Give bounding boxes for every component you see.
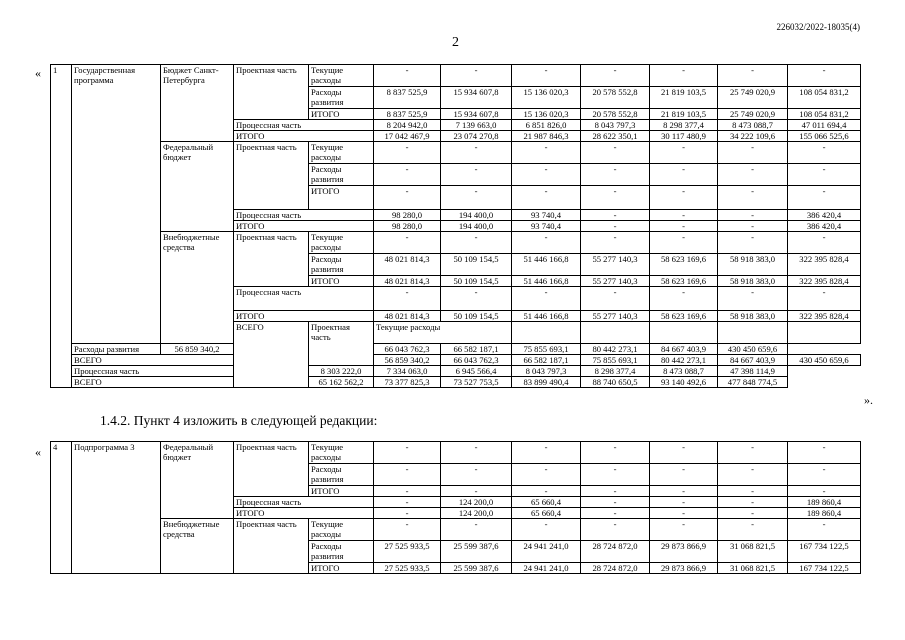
value-cell: 167 734 122,5 xyxy=(788,541,861,563)
value-cell: 386 420,4 xyxy=(788,221,861,232)
type-label: Текущие расходы xyxy=(309,442,374,464)
source-fed: Федеральный бюджет xyxy=(161,142,234,232)
value-cell: 65 660,4 xyxy=(512,497,581,508)
program-name: Подпрограмма 3 xyxy=(72,442,161,574)
value-cell: - xyxy=(374,519,441,541)
value-cell: - xyxy=(718,287,788,311)
page-number: 2 xyxy=(452,35,459,50)
value-cell: - xyxy=(718,464,788,486)
value-cell: 51 446 166,8 xyxy=(512,254,581,276)
value-cell: - xyxy=(718,508,788,519)
value-cell: 189 860,4 xyxy=(788,497,861,508)
value-cell: - xyxy=(512,65,581,87)
value-cell xyxy=(581,322,650,344)
value-cell: 55 277 140,3 xyxy=(581,311,650,322)
value-cell: 124 200,0 xyxy=(441,497,512,508)
value-cell: 8 298 377,4 xyxy=(650,120,718,131)
value-cell: 48 021 814,3 xyxy=(374,254,441,276)
value-cell: - xyxy=(441,186,512,210)
value-cell: - xyxy=(650,486,718,497)
value-cell: - xyxy=(581,519,650,541)
value-cell: 20 578 552,8 xyxy=(581,87,650,109)
source-ext: Внебюджетные средства xyxy=(161,519,234,574)
value-cell: - xyxy=(374,442,441,464)
value-cell: 55 277 140,3 xyxy=(581,254,650,276)
total-label: ВСЕГО xyxy=(72,377,309,388)
value-cell: 386 420,4 xyxy=(788,210,861,221)
row-number: 1 xyxy=(51,65,72,388)
value-cell: 8 837 525,9 xyxy=(374,109,441,120)
value-cell: - xyxy=(718,186,788,210)
value-cell: - xyxy=(441,519,512,541)
value-cell: 73 377 825,3 xyxy=(374,377,441,388)
type-label: Расходы развития xyxy=(309,164,374,186)
value-cell: - xyxy=(374,65,441,87)
value-cell: - xyxy=(650,164,718,186)
value-cell: 29 873 866,9 xyxy=(650,541,718,563)
value-cell: 155 066 525,6 xyxy=(788,131,861,142)
value-cell: 50 109 154,5 xyxy=(441,276,512,287)
value-cell: 80 442 273,1 xyxy=(650,355,718,366)
total-label: ИТОГО xyxy=(234,311,374,322)
value-cell xyxy=(718,322,788,344)
value-cell: - xyxy=(441,464,512,486)
value-cell: - xyxy=(788,164,861,186)
value-cell: - xyxy=(718,519,788,541)
type-label: Текущие расходы xyxy=(309,519,374,541)
value-cell: 8 043 797,3 xyxy=(512,366,581,377)
value-cell: - xyxy=(441,486,512,497)
value-cell: 167 734 122,5 xyxy=(788,563,861,574)
part-label: Проектная часть xyxy=(309,322,374,366)
value-cell: 15 934 607,8 xyxy=(441,109,512,120)
value-cell: 51 446 166,8 xyxy=(512,311,581,322)
value-cell: - xyxy=(718,65,788,87)
value-cell: 80 442 273,1 xyxy=(581,344,650,355)
value-cell: - xyxy=(512,142,581,164)
value-cell: 322 395 828,4 xyxy=(788,276,861,287)
value-cell: - xyxy=(650,442,718,464)
type-label: ИТОГО xyxy=(309,563,374,574)
type-label: ИТОГО xyxy=(309,186,374,210)
value-cell: 7 139 663,0 xyxy=(441,120,512,131)
value-cell xyxy=(650,322,718,344)
value-cell: 7 334 063,0 xyxy=(374,366,441,377)
value-cell: - xyxy=(788,232,861,254)
value-cell: - xyxy=(718,232,788,254)
value-cell: - xyxy=(374,508,441,519)
value-cell: 75 855 693,1 xyxy=(581,355,650,366)
value-cell: 27 525 933,5 xyxy=(374,563,441,574)
value-cell: - xyxy=(512,186,581,210)
value-cell: 65 162 562,2 xyxy=(309,377,374,388)
part-label: Проектная часть xyxy=(234,442,309,497)
value-cell: - xyxy=(581,508,650,519)
value-cell: - xyxy=(788,519,861,541)
value-cell: 50 109 154,5 xyxy=(441,311,512,322)
value-cell: 31 068 821,5 xyxy=(718,541,788,563)
value-cell: - xyxy=(718,210,788,221)
type-label: ВСЕГО xyxy=(72,355,234,366)
value-cell: 27 525 933,5 xyxy=(374,541,441,563)
value-cell: 93 140 492,6 xyxy=(650,377,718,388)
value-cell: - xyxy=(512,164,581,186)
paragraph-text: 1.4.2. Пункт 4 изложить в следующей редакции: xyxy=(100,413,378,428)
value-cell xyxy=(512,322,581,344)
value-cell: 8 298 377,4 xyxy=(581,366,650,377)
value-cell: 430 450 659,6 xyxy=(788,355,861,366)
value-cell: - xyxy=(788,486,861,497)
value-cell: - xyxy=(512,519,581,541)
type-label: ИТОГО xyxy=(309,276,374,287)
value-cell: - xyxy=(718,486,788,497)
value-cell: 124 200,0 xyxy=(441,508,512,519)
value-cell: - xyxy=(718,442,788,464)
value-cell: - xyxy=(374,186,441,210)
value-cell: - xyxy=(374,232,441,254)
value-cell: - xyxy=(650,287,718,311)
value-cell: 108 054 831,2 xyxy=(788,109,861,120)
value-cell: 51 446 166,8 xyxy=(512,276,581,287)
value-cell: 31 068 821,5 xyxy=(718,563,788,574)
value-cell: - xyxy=(581,65,650,87)
value-cell: - xyxy=(374,142,441,164)
value-cell: - xyxy=(581,464,650,486)
value-cell: 66 582 187,1 xyxy=(512,355,581,366)
type-label: Текущие расходы xyxy=(309,232,374,254)
value-cell: 21 819 103,5 xyxy=(650,109,718,120)
value-cell: - xyxy=(581,497,650,508)
value-cell: - xyxy=(512,464,581,486)
value-cell: 93 740,4 xyxy=(512,221,581,232)
value-cell: - xyxy=(788,142,861,164)
source-spb: Бюджет Санкт-Петербурга xyxy=(161,65,234,142)
total-label: ИТОГО xyxy=(234,221,374,232)
value-cell: 21 819 103,5 xyxy=(650,87,718,109)
value-cell: 194 400,0 xyxy=(441,210,512,221)
value-cell: - xyxy=(650,65,718,87)
value-cell: 28 622 350,1 xyxy=(581,131,650,142)
value-cell: 50 109 154,5 xyxy=(441,254,512,276)
value-cell: 8 473 088,7 xyxy=(718,120,788,131)
value-cell: - xyxy=(581,210,650,221)
value-cell: - xyxy=(374,164,441,186)
value-cell: - xyxy=(581,442,650,464)
quote-open-2: « xyxy=(35,445,41,459)
type-label: ИТОГО xyxy=(309,486,374,497)
type-label: Расходы развития xyxy=(72,344,161,355)
value-cell: - xyxy=(788,464,861,486)
value-cell: - xyxy=(512,232,581,254)
value-cell: - xyxy=(512,486,581,497)
value-cell: 58 918 383,0 xyxy=(718,311,788,322)
quote-open: « xyxy=(35,66,41,80)
value-cell: 25 599 387,6 xyxy=(441,541,512,563)
value-cell: - xyxy=(788,442,861,464)
value-cell: 93 740,4 xyxy=(512,210,581,221)
value-cell: 58 623 169,6 xyxy=(650,311,718,322)
type-label: Расходы развития xyxy=(309,464,374,486)
value-cell: 21 987 846,3 xyxy=(512,131,581,142)
value-cell: 66 043 762,3 xyxy=(374,344,441,355)
value-cell: 15 934 607,8 xyxy=(441,87,512,109)
value-cell: - xyxy=(581,186,650,210)
value-cell: 29 873 866,9 xyxy=(650,563,718,574)
value-cell: 84 667 403,9 xyxy=(718,355,788,366)
type-label: Текущие расходы xyxy=(309,142,374,164)
row-number: 4 xyxy=(51,442,72,574)
value-cell: - xyxy=(718,142,788,164)
value-cell: 17 042 467,9 xyxy=(374,131,441,142)
part-label: Проектная часть xyxy=(234,519,309,574)
value-cell: - xyxy=(650,221,718,232)
proc-label: Процессная часть xyxy=(234,287,374,311)
document-id: 226032/2022-18035(4) xyxy=(776,22,860,32)
value-cell: 30 117 480,9 xyxy=(650,131,718,142)
type-label: ИТОГО xyxy=(309,109,374,120)
value-cell: - xyxy=(650,210,718,221)
value-cell: - xyxy=(581,287,650,311)
value-cell: 23 074 270,8 xyxy=(441,131,512,142)
part-label: Проектная часть xyxy=(234,232,309,287)
value-cell: - xyxy=(581,486,650,497)
value-cell: 20 578 552,8 xyxy=(581,109,650,120)
value-cell: - xyxy=(512,442,581,464)
proc-label: Процессная часть xyxy=(234,210,374,221)
value-cell: 28 724 872,0 xyxy=(581,563,650,574)
value-cell: 55 277 140,3 xyxy=(581,276,650,287)
value-cell: 47 011 694,4 xyxy=(788,120,861,131)
quote-close: ». xyxy=(864,393,873,407)
value-cell: 322 395 828,4 xyxy=(788,254,861,276)
value-cell: - xyxy=(441,287,512,311)
value-cell: 24 941 241,0 xyxy=(512,541,581,563)
value-cell: 8 837 525,9 xyxy=(374,87,441,109)
value-cell: 28 724 872,0 xyxy=(581,541,650,563)
value-cell: 15 136 020,3 xyxy=(512,87,581,109)
value-cell: 8 043 797,3 xyxy=(581,120,650,131)
value-cell: 66 582 187,1 xyxy=(441,344,512,355)
value-cell: 56 859 340,2 xyxy=(161,344,234,355)
value-cell: - xyxy=(581,164,650,186)
value-cell: 24 941 241,0 xyxy=(512,563,581,574)
value-cell: 34 222 109,6 xyxy=(718,131,788,142)
value-cell: - xyxy=(374,287,441,311)
value-cell: - xyxy=(718,164,788,186)
value-cell: 47 398 114,9 xyxy=(718,366,788,377)
value-cell: - xyxy=(374,464,441,486)
value-cell: - xyxy=(650,464,718,486)
value-cell: 88 740 650,5 xyxy=(581,377,650,388)
source-ext: Внебюджетные средства xyxy=(161,232,234,344)
program-name: Государственная программа xyxy=(72,65,161,344)
source-fed: Федеральный бюджет xyxy=(161,442,234,519)
vsego-label: ВСЕГО xyxy=(234,322,309,388)
value-cell: 48 021 814,3 xyxy=(374,276,441,287)
total-label: ИТОГО xyxy=(234,131,374,142)
value-cell: - xyxy=(581,142,650,164)
part-label: Проектная часть xyxy=(234,65,309,120)
value-cell xyxy=(788,322,861,344)
value-cell: - xyxy=(441,164,512,186)
subprogram-table xyxy=(50,441,861,574)
value-cell: - xyxy=(581,221,650,232)
total-label: ИТОГО xyxy=(234,508,374,519)
value-cell: - xyxy=(441,232,512,254)
value-cell: - xyxy=(374,497,441,508)
proc-label: Процессная часть xyxy=(234,497,374,508)
value-cell: 8 473 088,7 xyxy=(650,366,718,377)
proc-label: Процессная часть xyxy=(72,366,309,377)
value-cell: - xyxy=(512,287,581,311)
value-cell: 98 280,0 xyxy=(374,221,441,232)
program-table xyxy=(50,64,861,388)
value-cell: - xyxy=(650,142,718,164)
type-label: Текущие расходы xyxy=(374,322,512,344)
value-cell: - xyxy=(650,232,718,254)
value-cell: 58 918 383,0 xyxy=(718,254,788,276)
part-label: Проектная часть xyxy=(234,142,309,210)
value-cell: - xyxy=(788,186,861,210)
value-cell: 25 749 020,9 xyxy=(718,87,788,109)
type-label: Текущие расходы xyxy=(309,65,374,87)
type-label: Расходы развития xyxy=(309,541,374,563)
value-cell: 15 136 020,3 xyxy=(512,109,581,120)
value-cell: - xyxy=(374,486,441,497)
value-cell: 189 860,4 xyxy=(788,508,861,519)
proc-label: Процессная часть xyxy=(234,120,374,131)
value-cell: - xyxy=(718,497,788,508)
value-cell: 73 527 753,5 xyxy=(441,377,512,388)
value-cell: 6 945 566,4 xyxy=(441,366,512,377)
value-cell: - xyxy=(788,65,861,87)
value-cell: 66 043 762,3 xyxy=(441,355,512,366)
value-cell: - xyxy=(441,142,512,164)
value-cell: - xyxy=(650,186,718,210)
value-cell: 6 851 826,0 xyxy=(512,120,581,131)
value-cell: 108 054 831,2 xyxy=(788,87,861,109)
value-cell: - xyxy=(650,508,718,519)
value-cell: - xyxy=(581,232,650,254)
type-label: Расходы развития xyxy=(309,254,374,276)
value-cell: 8 204 942,0 xyxy=(374,120,441,131)
value-cell: - xyxy=(718,221,788,232)
value-cell: 477 848 774,5 xyxy=(718,377,788,388)
value-cell: 83 899 490,4 xyxy=(512,377,581,388)
value-cell: 58 623 169,6 xyxy=(650,254,718,276)
value-cell: 75 855 693,1 xyxy=(512,344,581,355)
value-cell: 48 021 814,3 xyxy=(374,311,441,322)
value-cell: - xyxy=(788,287,861,311)
value-cell: - xyxy=(441,65,512,87)
type-label: Расходы развития xyxy=(309,87,374,109)
value-cell: 194 400,0 xyxy=(441,221,512,232)
value-cell: 65 660,4 xyxy=(512,508,581,519)
value-cell: 98 280,0 xyxy=(374,210,441,221)
value-cell: - xyxy=(441,442,512,464)
value-cell: 56 859 340,2 xyxy=(374,355,441,366)
value-cell: 25 599 387,6 xyxy=(441,563,512,574)
value-cell: - xyxy=(650,497,718,508)
value-cell: 322 395 828,4 xyxy=(788,311,861,322)
value-cell: 58 623 169,6 xyxy=(650,276,718,287)
value-cell: 8 303 222,0 xyxy=(309,366,374,377)
value-cell: - xyxy=(650,519,718,541)
value-cell: 84 667 403,9 xyxy=(650,344,718,355)
value-cell: 430 450 659,6 xyxy=(718,344,788,355)
value-cell: 58 918 383,0 xyxy=(718,276,788,287)
value-cell: 25 749 020,9 xyxy=(718,109,788,120)
